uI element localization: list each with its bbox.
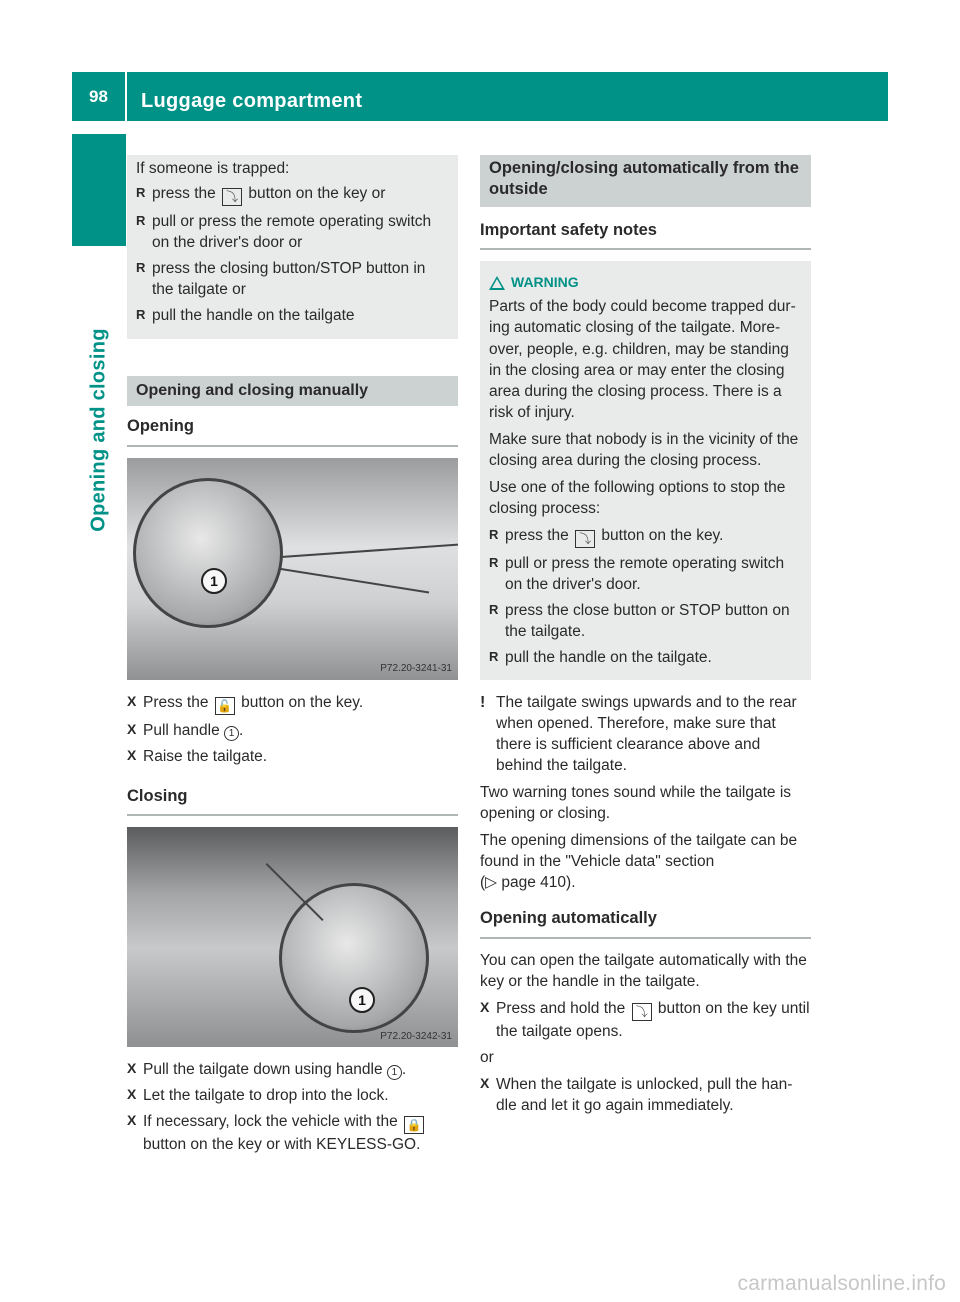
list-item	[489, 525, 802, 548]
magnifier-circle	[133, 478, 283, 628]
heading-opening: Opening	[127, 415, 458, 446]
closing-steps	[127, 1059, 458, 1155]
watermark: carmanualsonline.info	[737, 1272, 946, 1295]
tailgate-interior-photo	[127, 827, 458, 1047]
trapped-box	[127, 155, 458, 339]
callout-1: 1	[349, 987, 375, 1013]
step-item: X Let the tailgate to drop into the lock.	[127, 1085, 458, 1106]
warning-label: WARNING	[511, 274, 579, 291]
item-text: button on the key or	[248, 185, 386, 203]
warning-title	[489, 273, 802, 292]
list-item: R press the closing button/STOP button in the tailgate or	[136, 258, 449, 300]
exclamation-icon: !	[480, 693, 486, 711]
heading-auto: Opening automatically	[480, 907, 811, 938]
reference-number: 1	[224, 726, 239, 741]
warning-para: Parts of the body could become trapped dur-ing automatic closing of the tailgate. More-over, people, e.g. children, may be standing in the closing area or may enter the closing area during the closing process. There is a risk of injury.	[489, 298, 796, 421]
step-item	[127, 692, 458, 715]
step-text: button on the key or with KEYLESS-GO.	[143, 1136, 421, 1154]
tailgate-key-icon: ⤵	[632, 1003, 652, 1021]
step-text: Pull handle	[143, 721, 220, 739]
lock-key-icon: 🔒	[404, 1116, 424, 1134]
auto-intro: You can open the tailgate automatically with the key or the handle in the tailgate.	[480, 951, 807, 990]
heading-auto-outside: Opening/closing automatically from the outside	[480, 155, 811, 207]
auto-steps-alt	[480, 1074, 811, 1116]
step-item: X When the tailgate is unlocked, pull the han-dle and let it go again immediately.	[480, 1074, 811, 1116]
dimensions-para	[480, 830, 811, 893]
trapped-intro: If someone is trapped:	[136, 160, 290, 177]
left-column	[127, 155, 458, 1160]
or-text: or	[480, 1048, 494, 1066]
auto-steps	[480, 998, 811, 1042]
tailgate-key-icon: ⤵	[222, 188, 242, 206]
step-text: button on the key until the tailgate opens.	[496, 999, 810, 1040]
header-separator	[125, 72, 127, 121]
heading-closing: Closing	[127, 785, 458, 816]
opening-steps	[127, 692, 458, 767]
unlock-key-icon: 🔓	[215, 697, 235, 715]
callout-line	[281, 543, 458, 558]
tailgate-key-icon: ⤵	[575, 530, 595, 548]
list-item: R pull the handle on the tailgate	[136, 305, 449, 326]
list-item: R press the close button or STOP button on the tailgate.	[489, 600, 802, 642]
item-text: press the	[152, 185, 216, 203]
heading-manual: Opening and closing manually	[127, 376, 458, 406]
page-reference-link[interactable]: (▷ page 410).	[480, 874, 576, 892]
step-item	[480, 998, 811, 1042]
list-item: R pull or press the remote operating switch on the driver's door or	[136, 211, 449, 253]
item-text: press the	[505, 527, 569, 545]
step-item: X Raise the tailgate.	[127, 746, 458, 767]
step-text: If necessary, lock the vehicle with the	[143, 1113, 398, 1131]
warning-box	[480, 261, 811, 679]
chapter-label: Opening and closing	[87, 328, 110, 532]
callout-line	[281, 568, 429, 593]
damage-note	[480, 692, 811, 776]
section-title: Luggage compartment	[141, 90, 363, 112]
page-number: 98	[89, 87, 108, 106]
step-item	[127, 1111, 458, 1155]
step-text: Pull the tailgate down using handle	[143, 1061, 383, 1079]
step-text: button on the key.	[241, 693, 364, 711]
right-column	[480, 155, 811, 1121]
item-text: button on the key.	[601, 527, 724, 545]
step-text: Press the	[143, 693, 209, 711]
heading-safety: Important safety notes	[480, 219, 811, 250]
image-ref: P72.20-3241-31	[380, 663, 452, 675]
warning-para: Use one of the following options to stop the closing process:	[489, 478, 786, 518]
step-item	[127, 1059, 458, 1080]
step-text: Press and hold the	[496, 999, 626, 1017]
stop-options-list	[489, 525, 802, 668]
reference-number: 1	[387, 1065, 402, 1080]
chapter-tab	[72, 134, 126, 246]
dimensions-text: The opening dimensions of the tailgate can be found in the "Vehicle data" section	[480, 831, 798, 871]
callout-1: 1	[201, 568, 227, 594]
tailgate-exterior-photo	[127, 458, 458, 680]
step-text: .	[239, 721, 244, 739]
image-ref: P72.20-3242-31	[380, 1030, 452, 1042]
trapped-list	[136, 183, 449, 326]
step-item	[127, 720, 458, 741]
warning-para: Make sure that nobody is in the vicinity of the closing area during the closing process.	[489, 430, 799, 469]
note-text: The tailgate swings upwards and to the rear when opened. Therefore, make sure that there is sufficient clearance above and behind the tailgate.	[496, 693, 797, 774]
list-item: R pull the handle on the tailgate.	[489, 647, 802, 668]
list-item: R pull or press the remote operating switch on the driver's door.	[489, 553, 802, 595]
step-text: .	[401, 1061, 407, 1079]
list-item	[136, 183, 449, 206]
warning-triangle-icon	[489, 276, 505, 290]
tones-para: Two warning tones sound while the tailgate is opening or closing.	[480, 783, 792, 822]
